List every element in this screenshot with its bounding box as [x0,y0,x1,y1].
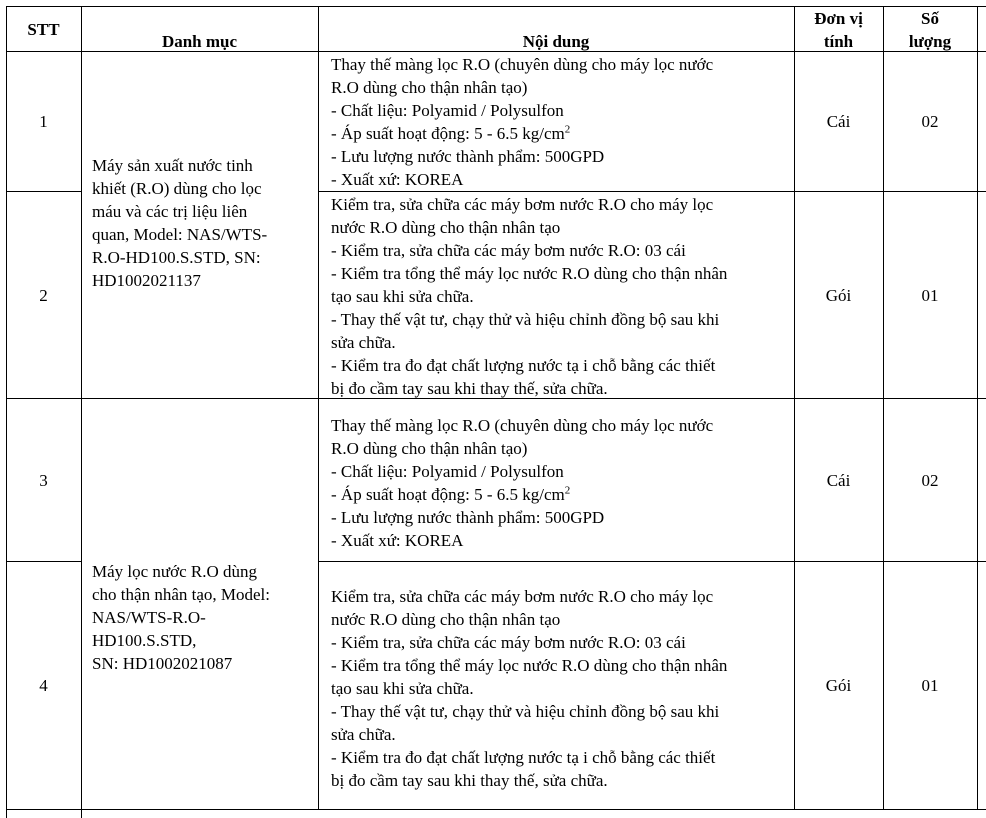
content-line: Thay thế màng lọc R.O (chuyên dùng cho máy lọc nước [331,55,714,74]
content-line: - Kiểm tra đo đạt chất lượng nước tạ i chỗ bằng các thiết [331,748,716,767]
category-line: NAS/WTS-R.O- [92,608,206,627]
content-line: - Kiểm tra tổng thể máy lọc nước R.O dùng cho thận nhân [331,264,728,283]
row-4-unit: Gói [825,676,852,695]
row-3-stt: 3 [39,470,48,490]
content-line: - Thay thế vật tư, chạy thử và hiệu chỉnh đồng bộ sau khi [331,310,720,329]
header-qty [883,7,977,53]
content-line: - Kiểm tra đo đạt chất lượng nước tạ i chỗ bằng các thiết [331,356,716,375]
group2-bottom-border [6,809,986,810]
content-line: - Kiểm tra, sửa chữa các máy bơm nước R.O: 03 cái [331,241,686,260]
row-2-qty: 01 [921,285,939,305]
content-line: bị đo cầm tay sau khi thay thế, sửa chữa. [331,379,608,398]
header-stt: STT [27,20,60,39]
row-1-content [318,51,794,191]
superscript: 2 [564,484,571,497]
row-2-unit: Gói [825,285,852,305]
category-line: Máy sản xuất nước tinh [92,156,253,175]
category-line: SN: HD1002021087 [92,654,233,673]
content-line: - Chất liệu: Polyamid / Polysulfon [331,101,564,120]
content-line: sửa chữa. [331,333,396,352]
content-line-text: - Áp suất hoạt động: 5 - 6.5 kg/cm [331,485,565,504]
content-line: nước R.O dùng cho thận nhân tạo [331,610,561,629]
header-unit-line1: Đơn vị [814,9,863,28]
content-line: - Thay thế vật tư, chạy thử và hiệu chỉnh đồng bộ sau khi [331,702,720,721]
category-line: HD1002021137 [92,271,201,290]
row-1-unit: Cái [826,112,851,131]
row-3-qty: 02 [921,470,939,490]
col-border-stt [81,6,82,818]
content-line: Kiểm tra, sửa chữa các máy bơm nước R.O cho máy lọc [331,587,714,606]
header-category: Danh mục [161,32,238,51]
content-line: - Lưu lượng nước thành phẩm: 500GPD [331,147,605,166]
content-line: - Kiểm tra, sửa chữa các máy bơm nước R.O: 03 cái [331,633,686,652]
row-1-qty: 02 [921,112,939,131]
category-line: HD100.S.STD, [92,631,197,650]
row-4-qty: 01 [921,676,939,695]
category-line: khiết (R.O) dùng cho lọc [92,179,262,198]
category-line: quan, Model: NAS/WTS- [92,225,268,244]
content-line-text: - Áp suất hoạt động: 5 - 6.5 kg/cm [331,124,565,143]
category-group-2 [81,560,318,675]
row-2-stt: 2 [39,285,48,305]
category-group-1 [81,154,318,292]
content-line: Thay thế màng lọc R.O (chuyên dùng cho máy lọc nước [331,416,714,435]
row-4-stt: 4 [39,676,48,695]
row-1-stt: 1 [39,112,48,131]
category-line: R.O-HD100.S.STD, SN: [92,248,261,267]
content-line: nước R.O dùng cho thận nhân tạo [331,218,561,237]
content-line: R.O dùng cho thận nhân tạo) [331,439,528,458]
content-line: R.O dùng cho thận nhân tạo) [331,78,528,97]
content-line: - Xuất xứ: KOREA [331,170,464,189]
row-2-content [318,191,794,400]
content-line: - Lưu lượng nước thành phẩm: 500GPD [331,508,605,527]
header-unit-line2: tính [823,32,854,51]
header-qty-line1: Số [921,9,939,28]
header-unit [794,7,883,53]
category-line: Máy lọc nước R.O dùng [92,562,258,581]
header-qty-line2: lượng [908,32,952,51]
content-line: - Chất liệu: Polyamid / Polysulfon [331,462,564,481]
content-line: tạo sau khi sửa chữa. [331,287,474,306]
col-border-qty [977,6,978,809]
content-line [331,483,794,506]
category-line: cho thận nhân tạo, Model: [92,585,270,604]
category-line: máu và các trị liệu liên [92,202,248,221]
content-line: sửa chữa. [331,725,396,744]
row-3-content [318,412,794,552]
header-content: Nội dung [522,32,590,51]
content-line: Kiểm tra, sửa chữa các máy bơm nước R.O cho máy lọc [331,195,714,214]
row-3-unit: Cái [826,470,851,490]
content-line: - Kiểm tra tổng thể máy lọc nước R.O dùng cho thận nhân [331,656,728,675]
content-line: tạo sau khi sửa chữa. [331,679,474,698]
content-line: bị đo cầm tay sau khi thay thế, sửa chữa. [331,771,608,790]
superscript: 2 [564,123,571,136]
content-line [331,122,794,145]
row-4-content [318,583,794,792]
content-line: - Xuất xứ: KOREA [331,531,464,550]
